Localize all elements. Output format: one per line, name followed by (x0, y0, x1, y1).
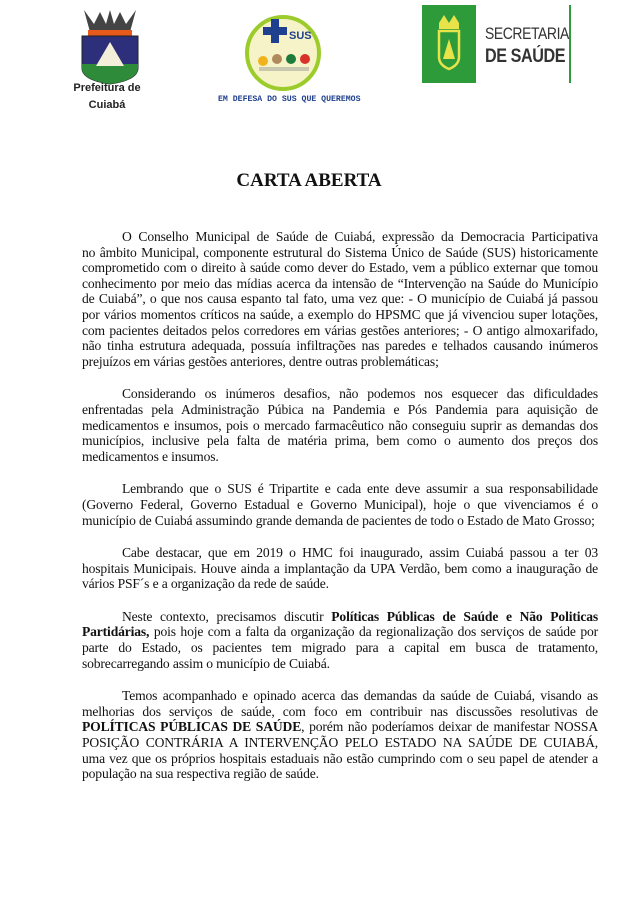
sus-circle-icon (233, 5, 333, 95)
text-segment: prejuízos em várias gestões anteriores, dentre outras problemáticas; (82, 353, 439, 369)
coat-of-arms-icon (70, 6, 150, 86)
text-segment: melhorias dos serviços de saúde, com foco em contribuir nas discussões resolutivas de (82, 703, 598, 719)
text-segment: com pacientes deitados pelos corredores em várias gestões anteriores; - O antigo almoxarifado, (82, 322, 598, 338)
prefeitura-label-line2: Cuiabá (88, 99, 126, 111)
paragraph-line (82, 766, 598, 782)
text-segment: município de Cuiabá assumindo grande demanda de pacientes de todo o Estado de Mato Grosso; (82, 512, 595, 528)
text-segment: hospitais Municipais. Houve ainda a implantação da UPA Verdão, bem como a inauguração de (82, 560, 598, 576)
paragraph-line (82, 656, 598, 672)
conselho-motto: EM DEFESA DO SUS QUE QUEREMOS (218, 95, 361, 104)
text-segment: Considerando os inúmeros desafios, não podemos nos esquecer das dificuldades (122, 386, 598, 402)
text-segment: no âmbito Municipal, componente estrutural do Sistema Único de Saúde (SUS) historicamente (82, 244, 598, 260)
paragraph-line (82, 276, 598, 292)
sus-badge-text: SUS (289, 30, 312, 42)
text-segment: comprometido com o direito à saúde como dever do Estado, vem a público externar que tomou (82, 260, 598, 276)
paragraph (82, 545, 598, 592)
paragraph (82, 609, 598, 671)
text-segment: , porém não poderíamos deixar de manifestar NOSSA (301, 719, 598, 735)
text-segment: Cabe destacar, que em 2019 o HMC foi inaugurado, assim Cuiabá passou a ter 03 (122, 545, 598, 561)
secretaria-label-line1: SECRETARIA (485, 24, 569, 43)
paragraph-line (82, 704, 598, 720)
text-segment: Temos acompanhado e opinado acerca das demandas da saúde de Cuiabá, visando as (122, 688, 598, 704)
paragraph (82, 481, 598, 528)
prefeitura-label (67, 80, 147, 114)
paragraph-line (82, 751, 598, 767)
secretaria-emblem-icon (422, 5, 476, 83)
paragraph-line (82, 497, 598, 513)
text-segment: municípios, inclusive pela falta de matéria prima, bem como o aumento dos preços dos (82, 433, 598, 449)
conselho-logo (233, 5, 333, 95)
text-segment: Lembrando que o SUS é Tripartite e cada ente deve assumir a sua responsabilidade (122, 481, 598, 497)
text-segment: medicamentos e insumos. (82, 448, 219, 464)
paragraph-line (82, 338, 598, 354)
letter-body (82, 229, 598, 799)
paragraph (82, 688, 598, 782)
text-segment: por vários momentos críticos na saúde, a exemplo do HPSMC que já vivenciou super lotações, (82, 306, 598, 322)
bold-text: Partidárias, (82, 624, 150, 640)
bold-text: POLÍTICAS PÚBLICAS DE SAÚDE (82, 719, 302, 735)
paragraph-line (82, 576, 598, 592)
paragraph (82, 386, 598, 464)
paragraph-line (82, 386, 598, 402)
paragraph-line (82, 449, 598, 465)
paragraph-line (82, 307, 598, 323)
text-segment: POSIÇÃO CONTRÁRIA A INTERVENÇÃO PELO ESTADO NA SAÚDE DE CUIABÁ, (82, 735, 598, 751)
text-segment: uma vez que os próprios hospitais estaduais não estão cumprindo com o seu papel de atender a (82, 750, 598, 766)
text-segment: Neste contexto, precisamos discutir (122, 608, 332, 624)
secretaria-label-line2: DE SAÚDE (485, 46, 566, 67)
text-segment: O Conselho Municipal de Saúde de Cuiabá, expressão da Democracia Participativa (122, 229, 598, 244)
text-segment: população na sua respectiva região de saúde. (82, 766, 319, 782)
prefeitura-logo (70, 6, 150, 86)
paragraph-line (82, 688, 598, 704)
paragraph-line (82, 561, 598, 577)
paragraph-line (82, 291, 598, 307)
paragraph-line (82, 260, 598, 276)
paragraph-line (82, 640, 598, 656)
paragraph-line (82, 609, 598, 625)
text-segment: medicamentos e insumos, pois o mercado farmacêutico não conseguiu suprir as demandas dos (82, 417, 598, 433)
paragraph-line (82, 513, 598, 529)
page-title: CARTA ABERTA (236, 170, 382, 191)
paragraph-line (82, 545, 598, 561)
text-segment: parte do Estado, os pacientes tem migrado para a capital em busca de tratamento, (82, 640, 598, 656)
prefeitura-label-line1: Prefeitura de (73, 82, 141, 94)
text-segment: não tinha estrutura adequada, possuía infiltrações nas paredes e telhados causando inúmeros (82, 338, 598, 354)
paragraph (82, 229, 598, 369)
paragraph-line (82, 719, 598, 735)
text-segment: conhecimento por meio das mídias acerca da intensão de “Intervenção na Saúde do Município (82, 275, 598, 291)
header-divider (569, 5, 571, 83)
paragraph-line (82, 245, 598, 261)
bold-text: Políticas Públicas de Saúde e Não Politicas (331, 608, 599, 624)
paragraph-line (82, 624, 598, 640)
text-segment: de Cuiabá”, o que nos causa espanto tal fato, uma vez que: - O município de Cuiabá já passou (82, 291, 598, 307)
text-segment: enfrentadas pela Administração Púbica na Pandemia e Pós Pandemia para aquisição de (82, 401, 598, 417)
text-segment: sobrecarregando assim o município de Cuiabá. (82, 655, 330, 671)
paragraph-line (82, 402, 598, 418)
paragraph-line (82, 418, 598, 434)
secretaria-logo-box (422, 5, 476, 83)
paragraph-line (82, 323, 598, 339)
text-segment: pois hoje com a falta da organização da regionalização dos serviços de saúde por (149, 624, 598, 640)
paragraph-line (82, 735, 598, 751)
paragraph-line (82, 354, 598, 370)
text-segment: vários PSF´s e a organização da rede de saúde. (82, 576, 329, 592)
paragraph-line (82, 229, 598, 245)
paragraph-line (82, 433, 598, 449)
paragraph-line (82, 481, 598, 497)
text-segment: (Governo Federal, Governo Estadual e Governo Municipal), hoje o que vivenciamos é o (82, 496, 598, 512)
